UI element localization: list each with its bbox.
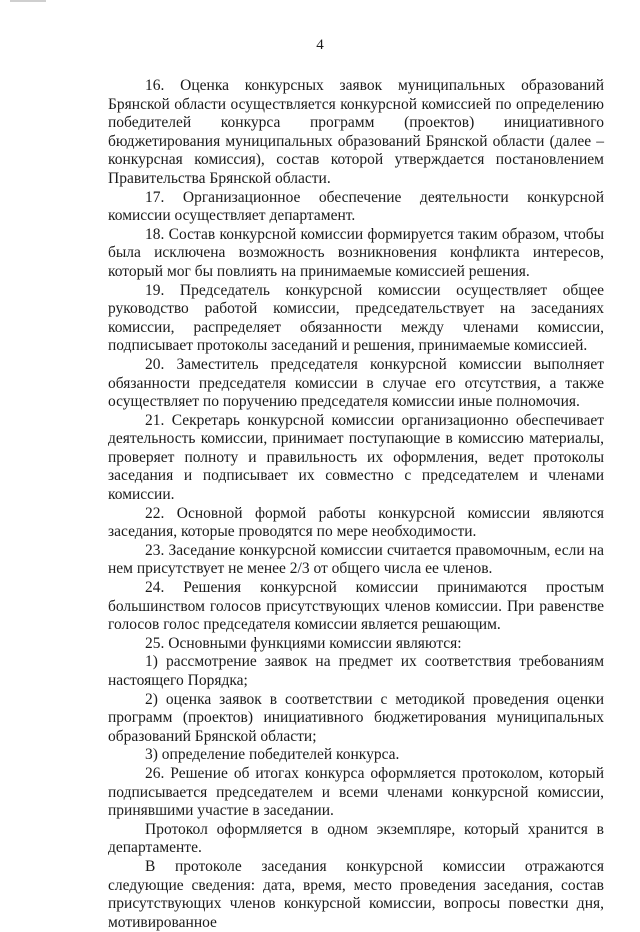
paragraph-26: 26. Решение об итогах конкурса оформляется протоколом, который подписывается председателем и всеми членами конкурсной комиссии, принявшими участие в заседании. xyxy=(108,764,604,820)
paragraph-20: 20. Заместитель председателя конкурсной комиссии выполняет обязанности председателя комиссии в случае его отсутствия, а также осуществляет по поручению председателя комиссии иные полномочия. xyxy=(108,355,604,411)
list-item-2: 2) оценка заявок в соответствии с методикой проведения оценки программ (проектов) инициативного бюджетирования муниципальных образований Брянской области; xyxy=(108,690,604,745)
paragraph-25: 25. Основными функциями комиссии являются: xyxy=(145,634,462,652)
paragraph-protocol-copy: Протокол оформляется в одном экземпляре, который хранится в департаменте. xyxy=(108,820,604,857)
document-body xyxy=(108,77,604,932)
paragraph-19: 19. Председатель конкурсной комиссии осуществляет общее руководство работой комиссии, председательствует на заседаниях комиссии, распределяет обязанности между членами комиссии, подписывает протоколы заседаний и решения, принимаемые комиссией. xyxy=(108,281,604,355)
list-item-3: 3) определение победителей конкурса. xyxy=(145,746,400,764)
paragraph-17: 17. Организационное обеспечение деятельности конкурсной комиссии осуществляет департамент. xyxy=(108,188,604,225)
paragraph-21: 21. Секретарь конкурсной комиссии организационно обеспечивает деятельность комиссии, принимает поступающие в комиссию материалы, проверяет полноту и правильность их оформления, ведет протоколы заседания и подписывает их совместно с председателем и членами комиссии. xyxy=(108,411,604,504)
page-number: 4 xyxy=(316,37,324,53)
paragraph-protocol-contents: В протоколе заседания конкурсной комиссии отражаются следующие сведения: дата, время, место проведения заседания, состав присутствующих членов конкурсной комиссии, вопросы повестки дня, мотивированное xyxy=(108,857,604,931)
list-item-1: 1) рассмотрение заявок на предмет их соответствия требованиям настоящего Порядка; xyxy=(108,653,604,689)
scan-edge-mark xyxy=(10,0,46,2)
paragraph-24: 24. Решения конкурсной комиссии принимаются простым большинством голосов присутствующих членов комиссии. При равенстве голосов голос председателя комиссии является решающим. xyxy=(108,579,604,634)
paragraph-23: 23. Заседание конкурсной комиссии считается правомочным, если на нем присутствует не менее 2/3 от общего числа ее членов. xyxy=(108,541,604,578)
paragraph-16: 16. Оценка конкурсных заявок муниципальных образований Брянской области осуществляется конкурсной комиссией по определению победителей конкурса программ (проектов) инициативного бюджетирования муниципальных образований Брянской области (далее – конкурсная комиссия), состав которой утверждается постановлением Правительства Брянской области. xyxy=(108,77,604,187)
paragraph-18: 18. Состав конкурсной комиссии формируется таким образом, чтобы была исключена возможность возникновения конфликта интересов, который мог бы повлиять на принимаемые комиссией решения. xyxy=(108,225,604,280)
paragraph-22: 22. Основной формой работы конкурсной комиссии являются заседания, которые проводятся по мере необходимости. xyxy=(108,504,604,541)
